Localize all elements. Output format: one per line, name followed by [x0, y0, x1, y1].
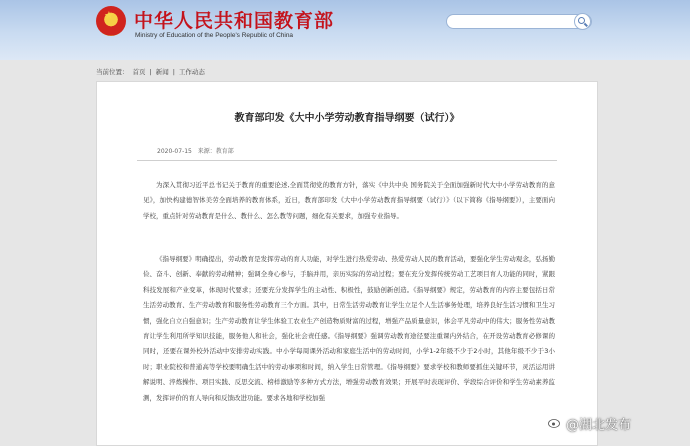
breadcrumb-work-news[interactable]: 工作动态	[178, 68, 205, 76]
site-header	[0, 0, 690, 60]
breadcrumb-home[interactable]: 首页	[132, 68, 146, 76]
article-source: 来源：教育部	[197, 148, 234, 155]
article-panel	[96, 81, 598, 446]
site-subtitle: Ministry of Education of the People's Republic of China	[135, 32, 294, 39]
divider	[137, 160, 557, 161]
article-paragraph: 为深入贯彻习近平总书记关于教育的重要论述,全面贯彻党的教育方针，落实《中共中央 国务院关于全面加强新时代大中小学劳动教育的意见》，加快构建德智体美劳全面培养的教育体系，近日，教育部印发《大中小学劳动教育指导纲要（试行）》（以下简称《指导纲要》），主要面向学校，重点针对劳动教育是什么、教什么、怎么教等问题，细化有关要求，加强专业指导。	[143, 181, 555, 220]
breadcrumb: 当前位置： 首页 | 新闻 | 工作动态	[96, 68, 205, 76]
article-date: 2020-07-15	[157, 148, 192, 155]
article-paragraph: 《指导纲要》明确提出，劳动教育是发挥劳动的育人功能，对学生进行热爱劳动、热爱劳动人民的教育活动，要强化学生劳动观念，弘扬勤俭、奋斗、创新、奉献的劳动精神；强调全身心参与，手脑并用，亲历实际的劳动过程；要在充分发挥传统劳动工艺项目育人功能的同时，紧跟科技发展和产业变革，体现时代要求；还要充分发挥学生的主动性、积极性，鼓励创新创造。《指导纲要》规定，劳动教育的内容主要包括日常生活劳动教育、生产劳动教育和服务性劳动教育三个方面。其中，日常生活劳动教育让学生立足个人生活事务处理，培养良好生活习惯和卫生习惯，强化自立自强意识；生产劳动教育让学生体验工农业生产创造物质财富的过程，增强产品质量意识，体会平凡劳动中的伟大；服务性劳动教育让学生利用所学知识技能，服务他人和社会，强化社会责任感。《指导纲要》强调劳动教育途径要注重课内外结合，在开设劳动教育必修课的同时，还要在课外校外活动中安排劳动实践。中小学每周课外活动和家庭生活中的劳动时间，小学1-2年级不少于2小时，其他年级不少于3小时；职业院校和普通高等学校要明确生活中的劳动事项和时间，纳入学生日常管理。《指导纲要》要求学校和教师要抓住关键环节，灵活运用讲解说明、淬炼操作、项目实践、反思交流、榜样激励等多种方式方法，增强劳动教育效果；开展平时表现评价、学段综合评价和学生劳动素养监测，发挥评价的育人导向和反馈改进功能。要求各地和学校加强	[143, 255, 555, 402]
search-button[interactable]	[574, 13, 591, 30]
site-title[interactable]: 中华人民共和国教育部	[134, 10, 335, 32]
weibo-icon	[548, 416, 562, 428]
breadcrumb-prefix: 当前位置：	[96, 68, 129, 76]
article-title: 教育部印发《大中小学劳动教育指导纲要（试行）》	[234, 113, 460, 124]
article-meta	[157, 146, 238, 155]
watermark-text: @湖北发布	[566, 418, 632, 433]
search-input[interactable]	[446, 14, 592, 29]
national-emblem-icon: ★	[96, 6, 126, 36]
breadcrumb-news[interactable]: 新闻	[155, 68, 169, 76]
